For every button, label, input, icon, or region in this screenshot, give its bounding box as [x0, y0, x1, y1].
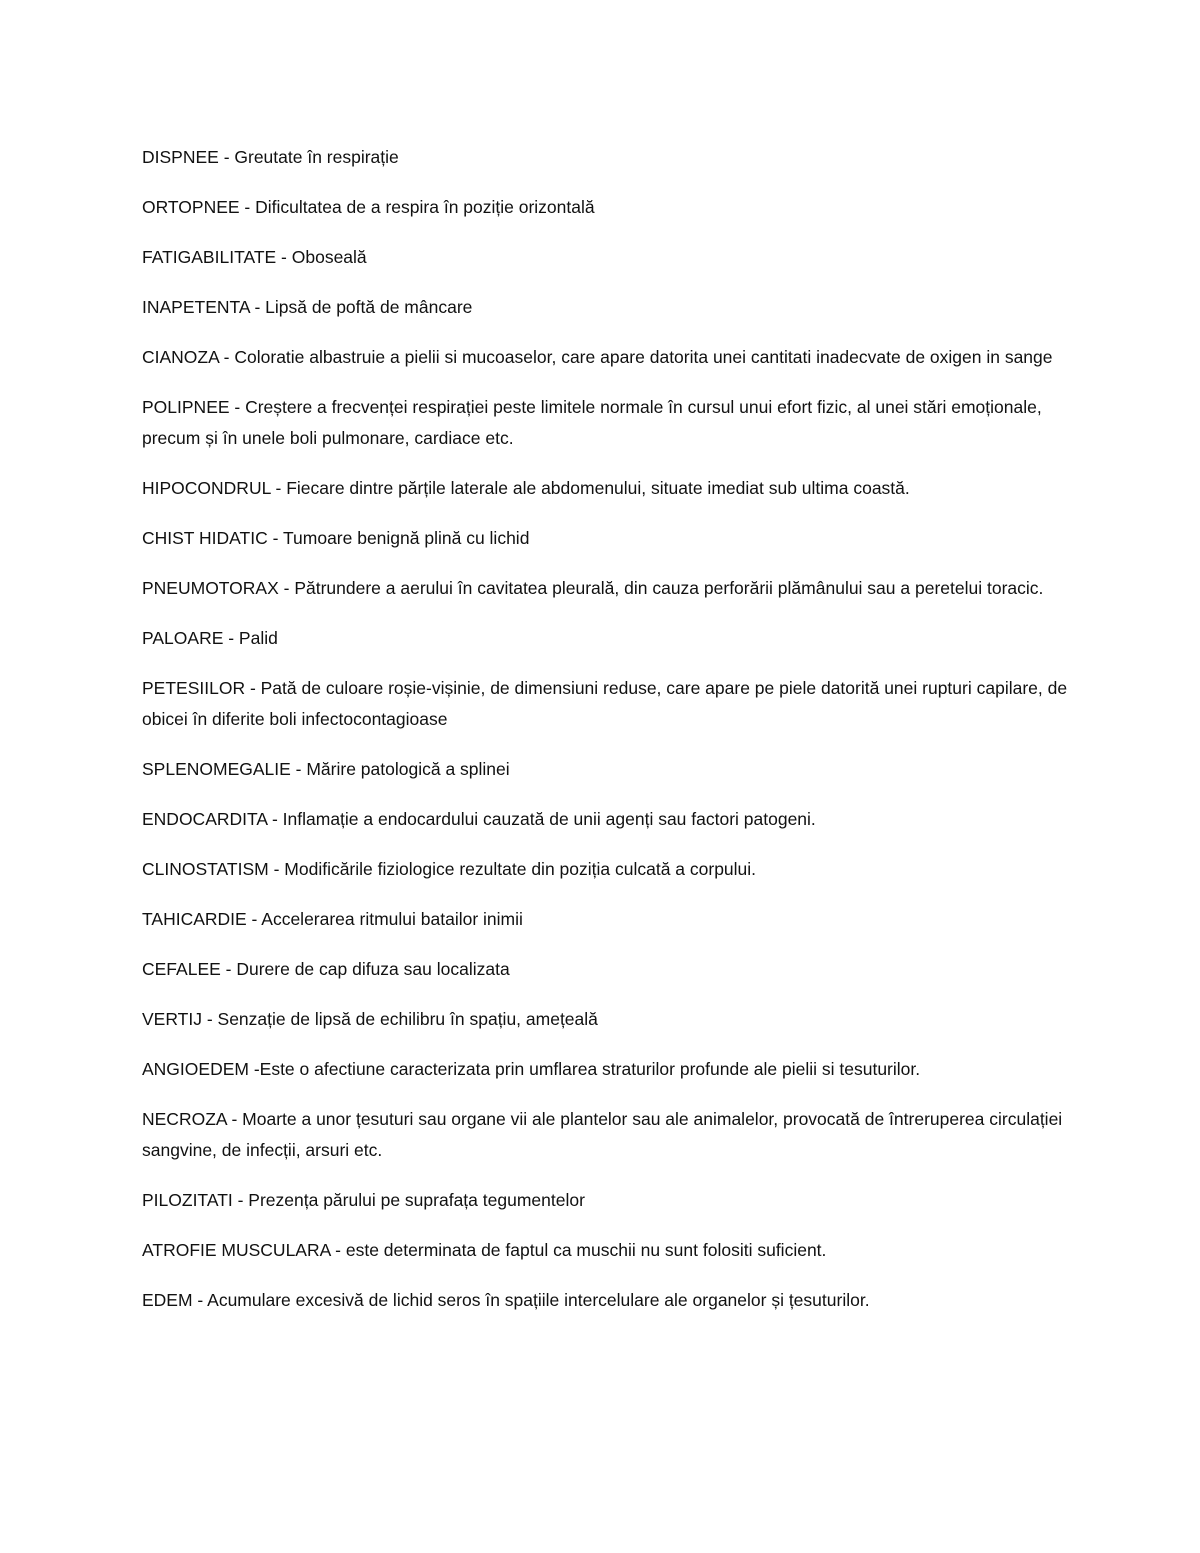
document-page: [142, 142, 1072, 1335]
entry-edem: EDEM - Acumulare excesivă de lichid seros în spațiile intercelulare ale organelor și țesuturilor.: [142, 1290, 870, 1310]
entry-polipnee: POLIPNEE - Creștere a frecvenței respirației peste limitele normale în cursul unui efort fizic, al unei stări emoționale, precum și în unele boli pulmonare, cardiace etc.: [142, 397, 1042, 448]
entry-angioedem: ANGIOEDEM -Este o afectiune caracterizata prin umflarea straturilor profunde ale pielii si tesuturilor.: [142, 1059, 921, 1079]
entry-pneumotorax: PNEUMOTORAX - Pătrundere a aerului în cavitatea pleurală, din cauza perforării plămânului sau a peretelui toracic.: [142, 578, 1044, 598]
entry-necroza: NECROZA - Moarte a unor țesuturi sau organe vii ale plantelor sau ale animalelor, provocată de întreruperea circulației sangvine, de infecții, arsuri etc.: [142, 1109, 1063, 1160]
entry-chist-hidatic: CHIST HIDATIC - Tumoare benignă plină cu lichid: [142, 528, 530, 548]
entry-atrofie-musculara: ATROFIE MUSCULARA - este determinata de faptul ca muschii nu sunt folositi suficient.: [142, 1240, 827, 1260]
entry-pilozitati: PILOZITATI - Prezența părului pe suprafața tegumentelor: [142, 1190, 585, 1210]
entry-paloare: PALOARE - Palid: [142, 628, 278, 648]
entry-endocardita: ENDOCARDITA - Inflamație a endocardului cauzată de unii agenți sau factori patogeni.: [142, 809, 816, 829]
entry-cefalee: CEFALEE - Durere de cap difuza sau localizata: [142, 959, 510, 979]
entry-ortopnee: ORTOPNEE - Dificultatea de a respira în poziție orizontală: [142, 197, 595, 217]
entry-vertij: VERTIJ - Senzație de lipsă de echilibru în spațiu, amețeală: [142, 1009, 598, 1029]
entry-petesiilor: PETESIILOR - Pată de culoare roșie-vișinie, de dimensiuni reduse, care apare pe piele datorită unei rupturi capilare, de obicei în diferite boli infectocontagioase: [142, 678, 1068, 729]
entry-tahicardie: TAHICARDIE - Accelerarea ritmului batailor inimii: [142, 909, 523, 929]
entry-cianoza: CIANOZA - Coloratie albastruie a pielii si mucoaselor, care apare datorita unei cantitati inadecvate de oxigen in sange: [142, 347, 1053, 367]
entry-splenomegalie: SPLENOMEGALIE - Mărire patologică a splinei: [142, 759, 510, 779]
entry-inapetenta: INAPETENTA - Lipsă de poftă de mâncare: [142, 297, 473, 317]
entry-dispnee: DISPNEE - Greutate în respirație: [142, 147, 399, 167]
entry-clinostatism: CLINOSTATISM - Modificările fiziologice rezultate din poziția culcată a corpului.: [142, 859, 757, 879]
entry-fatigabilitate: FATIGABILITATE - Oboseală: [142, 247, 367, 267]
entry-hipocondrul: HIPOCONDRUL - Fiecare dintre părțile laterale ale abdomenului, situate imediat sub ultima coastă.: [142, 478, 910, 498]
